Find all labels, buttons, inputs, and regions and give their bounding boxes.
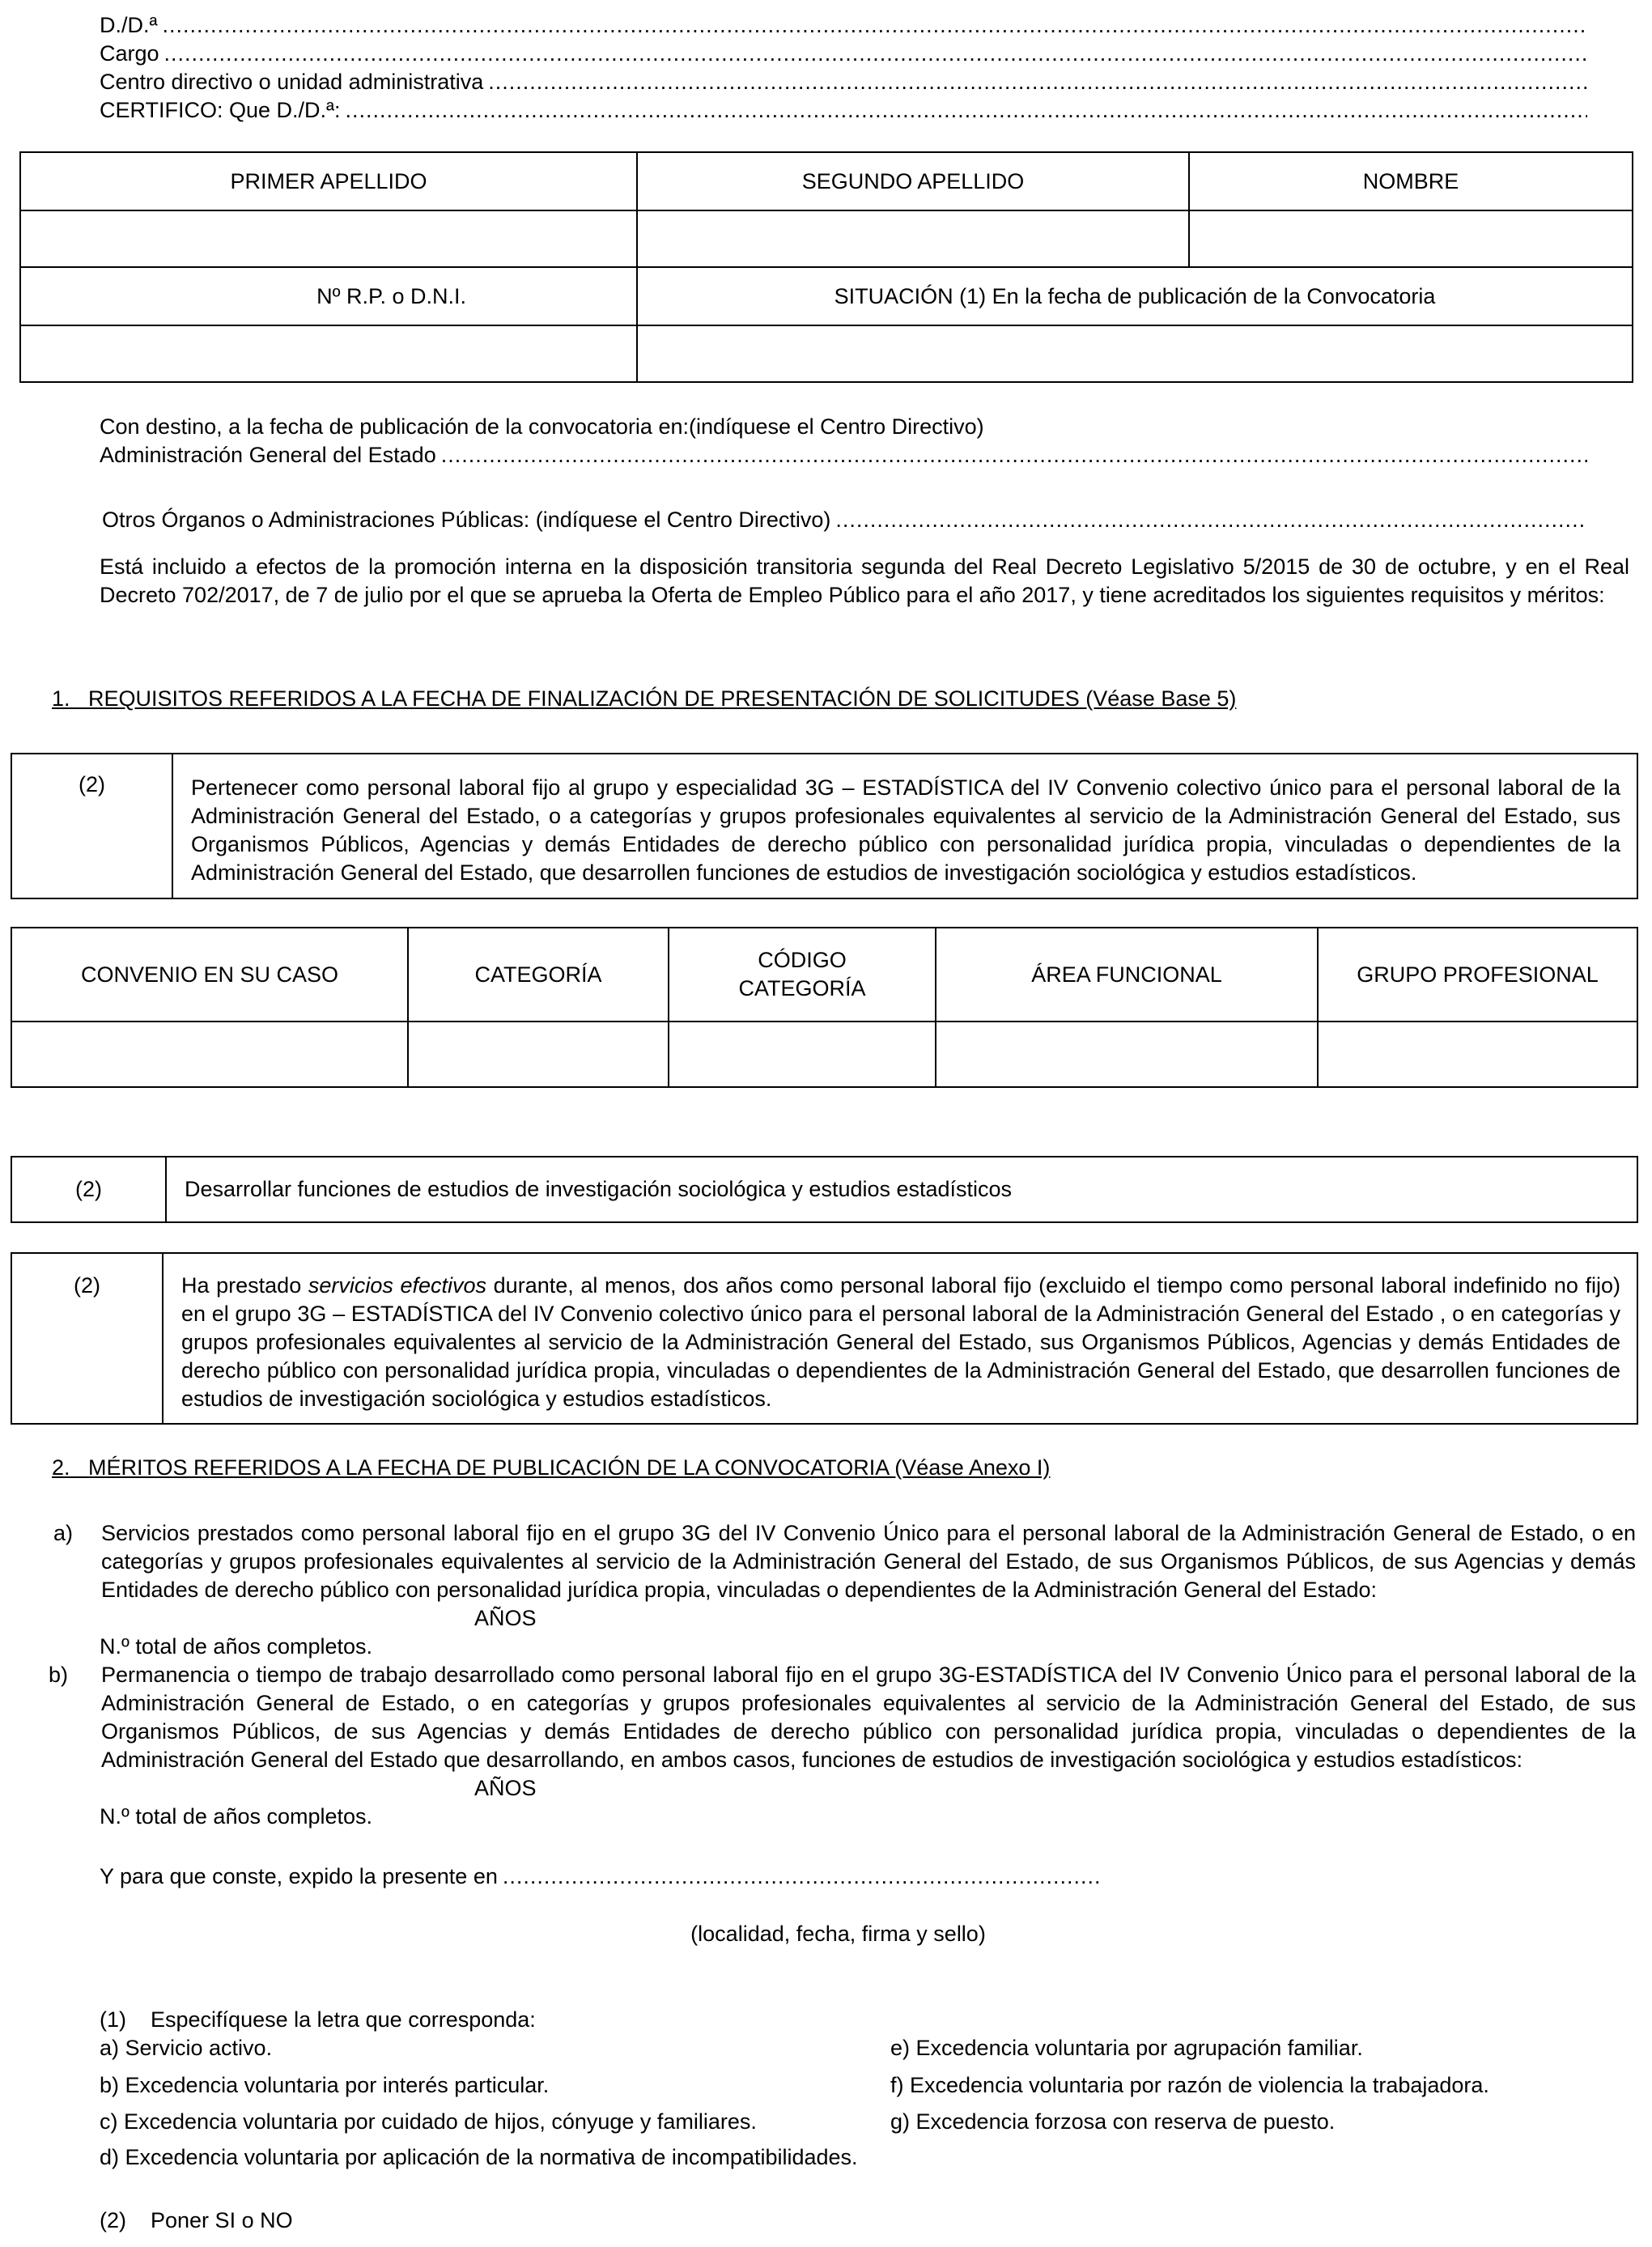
identity-table	[19, 151, 1633, 383]
nombre-input[interactable]	[1189, 210, 1633, 267]
header-area-funcional: ÁREA FUNCIONAL	[936, 928, 1318, 1022]
req3-num[interactable]: (2)	[12, 1254, 164, 1423]
header-primer-apellido: PRIMER APELLIDO	[20, 152, 637, 210]
situacion-input[interactable]	[637, 325, 1633, 382]
note-d: d) Excedencia voluntaria por aplicación de la normativa de incompatibilidades.	[100, 2145, 858, 2169]
note-g: g) Excedencia forzosa con reserva de puesto.	[890, 2109, 1336, 2134]
expido-line	[100, 1863, 1103, 1891]
incluido-paragraph: Está incluido a efectos de la promoción interna en la disposición transitoria segunda del Real Decreto Legislativo 5/2015 de 30 de octubre, y en el Real Decreto 702/2017, de 7 de julio por el que se aprueba la Oferta de Empleo Público para el año 2017, y tiene acreditados los siguientes requisitos y méritos:	[100, 554, 1629, 607]
convenio-table	[11, 927, 1638, 1088]
header-rp-dni: Nº R.P. o D.N.I.	[20, 267, 637, 325]
merit-a-total[interactable]: N.º total de años completos.	[100, 1634, 373, 1659]
certifico-line	[100, 96, 1587, 125]
section1-heading: 1. REQUISITOS REFERIDOS A LA FECHA DE FINALIZACIÓN DE PRESENTACIÓN DE SOLICITUDES (Véase Base 5)	[52, 686, 1237, 711]
area-funcional-input[interactable]	[936, 1022, 1318, 1087]
merit-b-text: Permanencia o tiempo de trabajo desarrollado como personal laboral fijo en el grupo 3G-ESTADÍSTICA del IV Convenio Único para el personal laboral de la Administración General de Estado, o en categorías y grupos profesionales equivalentes al servicio de la Administración General del Estado, de sus Organismos Públicos, de sus Agencias y demás Entidades de derecho público con personalidad jurídica propia, vinculadas o dependientes de la Administración General del Estado que desarrollando, en ambos casos, funciones de estudios de investigación sociológica y estudios estadísticos:	[101, 1663, 1636, 1772]
dda-line	[100, 11, 1587, 40]
req3-box	[11, 1252, 1638, 1425]
firma-caption: (localidad, fecha, firma y sello)	[690, 1922, 986, 1946]
merit-a-anos: AÑOS	[474, 1606, 537, 1630]
cargo-label: Cargo	[100, 41, 159, 66]
note-a: a) Servicio activo.	[100, 2036, 273, 2060]
req3-text-pre: Ha prestado	[181, 1273, 308, 1298]
header-codigo-categoria	[669, 928, 936, 1022]
header-codigo-categoria-2: CATEGORÍA	[738, 976, 866, 1000]
req1-text: Pertenecer como personal laboral fijo al grupo y especialidad 3G – ESTADÍSTICA del IV Convenio colectivo único para el personal laboral de la Administración General del Estado, o a categorías y grupos profesionales equivalentes al servicio de la Administración General del Estado, sus Organismos Públicos, Agencias y demás Entidades de derecho público con personalidad jurídica propia, vinculadas o dependientes de la Administración General del Estado, que desarrollen funciones de estudios de investigación sociológica y estudios estadísticos.	[191, 775, 1620, 885]
centro-line	[100, 68, 1587, 96]
note-b: b) Excedencia voluntaria por interés particular.	[100, 2073, 550, 2097]
header-situacion: SITUACIÓN (1) En la fecha de publicación de la Convocatoria	[637, 267, 1633, 325]
req2-box	[11, 1156, 1638, 1223]
header-nombre: NOMBRE	[1189, 152, 1633, 210]
centro-label: Centro directivo o unidad administrativa	[100, 70, 484, 94]
merit-b-label: b)	[49, 1663, 69, 1687]
req1-box	[11, 753, 1638, 899]
cargo-line	[100, 40, 1587, 68]
dda-field[interactable]	[163, 11, 1588, 40]
note-c: c) Excedencia voluntaria por cuidado de hijos, cónyuge y familiares.	[100, 2109, 757, 2134]
cargo-field[interactable]	[164, 40, 1587, 68]
req2-text: Desarrollar funciones de estudios de investigación sociológica y estudios estadísticos	[185, 1177, 1013, 1201]
header-categoria: CATEGORÍA	[408, 928, 669, 1022]
merit-a-label: a)	[53, 1521, 74, 1545]
req3-text-em: servicios efectivos	[308, 1273, 487, 1298]
otros-line	[102, 506, 1587, 534]
merit-a-text: Servicios prestados como personal laboral fijo en el grupo 3G del IV Convenio Único para el personal laboral de la Administración General de Estado, o en categorías y grupos profesionales equivalentes al servicio de la Administración General del Estado, de sus Organismos Públicos, de sus Agencias y demás Entidades de derecho público con personalidad jurídica propia, vinculadas o dependientes de la Administración General del Estado:	[101, 1521, 1636, 1602]
note-e: e) Excedencia voluntaria por agrupación familiar.	[890, 2036, 1363, 2060]
rp-dni-input[interactable]	[20, 325, 637, 382]
note1-title: (1) Especifíquese la letra que corresponda:	[100, 2007, 536, 2032]
expido-field[interactable]	[503, 1863, 1103, 1891]
age-label: Administración General del Estado	[100, 443, 436, 467]
header-segundo-apellido: SEGUNDO APELLIDO	[637, 152, 1189, 210]
segundo-apellido-input[interactable]	[637, 210, 1189, 267]
merit-b-total[interactable]: N.º total de años completos.	[100, 1804, 373, 1829]
merit-b-anos: AÑOS	[474, 1776, 537, 1800]
primer-apellido-input[interactable]	[20, 210, 637, 267]
age-line	[100, 441, 1587, 469]
centro-field[interactable]	[488, 68, 1587, 96]
header-codigo: CÓDIGO	[758, 948, 847, 972]
otros-label: Otros Órganos o Administraciones Públicas: (indíquese el Centro Directivo)	[102, 508, 831, 532]
codigo-categoria-input[interactable]	[669, 1022, 936, 1087]
header-grupo-profesional: GRUPO PROFESIONAL	[1318, 928, 1637, 1022]
certifico-label: CERTIFICO: Que D./D.ª:	[100, 98, 341, 122]
req3-text	[164, 1254, 1637, 1423]
section2-heading: 2. MÉRITOS REFERIDOS A LA FECHA DE PUBLICACIÓN DE LA CONVOCATORIA (Véase Anexo I)	[52, 1455, 1051, 1480]
destino-line: Con destino, a la fecha de publicación de la convocatoria en:(indíquese el Centro Directivo)	[100, 414, 984, 439]
req1-num[interactable]: (2)	[12, 754, 173, 898]
grupo-profesional-input[interactable]	[1318, 1022, 1637, 1087]
req3-text-post: durante, al menos, dos años como personal laboral fijo (excluido el tiempo como personal laboral indefinido no fijo) en el grupo 3G – ESTADÍSTICA del IV Convenio colectivo único para el personal laboral de la Administración General del Estado , o en categorías y grupos profesionales equivalentes al servicio de la Administración General del Estado, sus Organismos Públicos, Agencias y demás Entidades de derecho público con personalidad jurídica propia, vinculadas o dependientes de la Administración General del Estado, que desarrollen funciones de estudios de investigación sociológica y estudios estadísticos.	[181, 1273, 1621, 1411]
note2: (2) Poner SI o NO	[100, 2208, 293, 2232]
note-f: f) Excedencia voluntaria por razón de violencia la trabajadora.	[890, 2073, 1489, 2097]
dda-label: D./D.ª	[100, 13, 158, 37]
expido-label: Y para que conste, expido la presente en	[100, 1864, 498, 1888]
otros-field[interactable]	[835, 506, 1587, 534]
convenio-input[interactable]	[11, 1022, 408, 1087]
age-field[interactable]	[441, 441, 1587, 469]
req2-num[interactable]: (2)	[12, 1157, 167, 1221]
certifico-field[interactable]	[346, 96, 1587, 125]
header-convenio: CONVENIO EN SU CASO	[11, 928, 408, 1022]
categoria-input[interactable]	[408, 1022, 669, 1087]
